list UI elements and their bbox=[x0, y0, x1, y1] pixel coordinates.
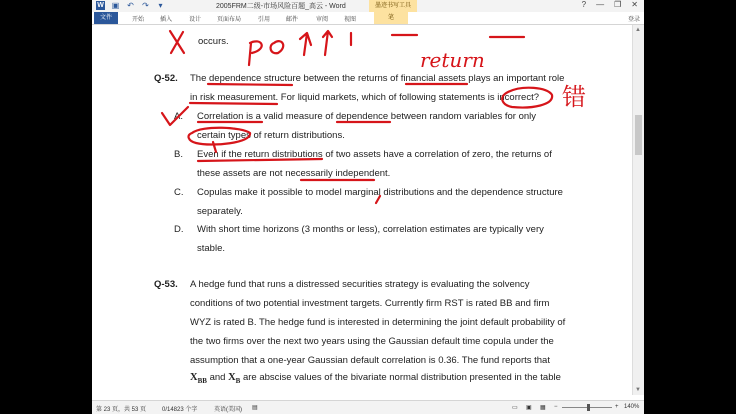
tab-layout[interactable]: 页面布局 bbox=[217, 17, 242, 23]
q52-option-c-line2: separately. bbox=[197, 206, 243, 217]
x-b-subscript: B bbox=[235, 376, 241, 385]
x-b-symbol: X bbox=[228, 372, 236, 383]
document-page[interactable] bbox=[92, 25, 632, 395]
status-language[interactable]: 英语(美国) bbox=[214, 407, 242, 413]
ink-underline-b bbox=[198, 159, 322, 161]
ink-tick-b bbox=[213, 142, 216, 152]
zoom-slider-knob[interactable] bbox=[587, 404, 590, 411]
tab-mailings[interactable]: 邮件 bbox=[286, 17, 299, 23]
q52-option-d-line1: With short time horizons (3 months or less), correlation estimates are typically very bbox=[197, 224, 544, 235]
help-button[interactable]: ? bbox=[581, 0, 587, 9]
status-word-count[interactable]: 0/14823 个字 bbox=[162, 407, 198, 413]
q52-option-a-line1: Correlation is a valid measure of dependence between random variables for only bbox=[197, 111, 537, 122]
title-bar bbox=[92, 0, 644, 12]
status-page-count[interactable]: 第 23 页，共 53 页 bbox=[96, 407, 147, 413]
q53-line6-text: are abscise values of the bivariate normal distribution presented in the table bbox=[240, 372, 561, 383]
ribbon-tabs bbox=[92, 12, 644, 25]
status-bar bbox=[92, 400, 644, 414]
q52-option-b-line1: Even if the return distributions of two assets have a correlation of zero, the returns of bbox=[197, 149, 552, 160]
q52-option-d-letter: D. bbox=[174, 224, 184, 235]
customize-qat-icon[interactable]: ▾ bbox=[158, 1, 163, 10]
ink-underline-risk bbox=[190, 103, 277, 104]
close-button[interactable]: ✕ bbox=[631, 0, 638, 9]
x-and-text: and bbox=[206, 372, 229, 383]
restore-button[interactable]: ❐ bbox=[614, 0, 622, 9]
web-layout-icon[interactable]: ▦ bbox=[540, 405, 546, 411]
quick-access-toolbar bbox=[96, 1, 165, 10]
ink-scribble-arrow1 bbox=[300, 33, 311, 55]
q53-line2: conditions of two potential investment targets. Currently firm RST is rated BB and firm bbox=[190, 298, 550, 309]
ink-circle-certain bbox=[189, 128, 251, 145]
q52-option-c-line1: Copulas make it possible to model marginal distributions and the dependence structure bbox=[197, 187, 563, 198]
tab-pen[interactable]: 笔 bbox=[374, 12, 408, 24]
q52-option-b-line2: these assets are not necessarily independent. bbox=[197, 168, 391, 179]
q52-option-c-letter: C. bbox=[174, 187, 184, 198]
redo-icon[interactable]: ↷ bbox=[142, 1, 149, 10]
proofing-icon[interactable]: ▤ bbox=[252, 405, 258, 411]
window-controls bbox=[582, 0, 638, 9]
ink-underline-dependence bbox=[208, 84, 292, 85]
tab-review[interactable]: 审阅 bbox=[316, 17, 329, 23]
word-window bbox=[92, 0, 644, 414]
q52-option-b-letter: B. bbox=[174, 149, 183, 160]
ink-char-wrong: 错 bbox=[562, 83, 586, 111]
undo-icon[interactable]: ↶ bbox=[127, 1, 134, 10]
scroll-up-icon[interactable]: ▲ bbox=[635, 27, 641, 33]
ink-annotations bbox=[92, 25, 632, 395]
tab-references[interactable]: 引用 bbox=[258, 17, 271, 23]
q52-option-d-line2: stable. bbox=[197, 243, 225, 254]
print-layout-icon[interactable]: ▣ bbox=[526, 405, 532, 411]
save-icon[interactable]: ▣ bbox=[111, 1, 120, 10]
question-number-53: Q-53. bbox=[154, 279, 178, 290]
x-bb-subscript: BB bbox=[197, 376, 207, 385]
zoom-out-icon[interactable]: − bbox=[554, 404, 558, 410]
status-zoom[interactable]: 140% bbox=[624, 404, 640, 410]
q52-option-a-line2: certain types of return distributions. bbox=[197, 130, 345, 141]
scroll-down-icon[interactable]: ▼ bbox=[635, 387, 641, 393]
ink-tick-marginal bbox=[376, 196, 380, 203]
ink-check-a bbox=[162, 107, 188, 125]
ink-scribble-arrow2 bbox=[323, 31, 332, 55]
vertical-scrollbar[interactable] bbox=[632, 25, 644, 395]
q53-line4: the two firms over the next two years using the Gaussian default time copula under the bbox=[190, 336, 554, 347]
q53-line3: WYZ is rated B. The hedge fund is interested in determining the joint default probability of bbox=[190, 317, 566, 328]
q53-line5: assumption that a one-year Gaussian default correlation is 0.36. The fund reports that bbox=[190, 355, 550, 366]
tab-design[interactable]: 设计 bbox=[189, 17, 202, 23]
ink-circle-incorrect bbox=[502, 88, 552, 108]
tab-view[interactable]: 视图 bbox=[344, 17, 357, 23]
question-number-52: Q-52. bbox=[154, 73, 178, 84]
tab-file[interactable]: 文件 bbox=[94, 12, 118, 24]
tab-home[interactable]: 开始 bbox=[132, 17, 145, 23]
x-bb-symbol: X bbox=[190, 372, 198, 383]
ink-x-mark bbox=[170, 31, 184, 53]
q53-line1: A hedge fund that runs a distressed securities strategy is evaluating the solvency bbox=[190, 279, 530, 290]
zoom-in-icon[interactable]: + bbox=[615, 404, 619, 410]
scroll-thumb[interactable] bbox=[635, 115, 642, 155]
q52-stem-line2: in risk measurement. For liquid markets, which of following statements is incorrect? bbox=[190, 92, 539, 103]
window-title: 2005FRM二级-市场风险百题_高云 - Word bbox=[216, 3, 346, 10]
ink-scribble-p bbox=[249, 41, 262, 65]
read-mode-icon[interactable]: ▭ bbox=[512, 405, 518, 411]
q52-stem-line1: The dependence structure between the returns of financial assets plays an important role bbox=[190, 73, 565, 84]
login-link[interactable]: 登录 bbox=[627, 17, 640, 23]
previous-answer-text: occurs. bbox=[198, 36, 229, 47]
word-app-icon: W bbox=[97, 2, 104, 9]
minimize-button[interactable]: — bbox=[596, 0, 605, 9]
tab-insert[interactable]: 插入 bbox=[160, 17, 173, 23]
ink-scribble-o bbox=[271, 41, 284, 53]
q52-option-a-letter: A. bbox=[174, 111, 183, 122]
ink-word-return: return bbox=[420, 48, 485, 72]
ink-tools-context-label: 墨迹书写工具 bbox=[369, 0, 417, 12]
